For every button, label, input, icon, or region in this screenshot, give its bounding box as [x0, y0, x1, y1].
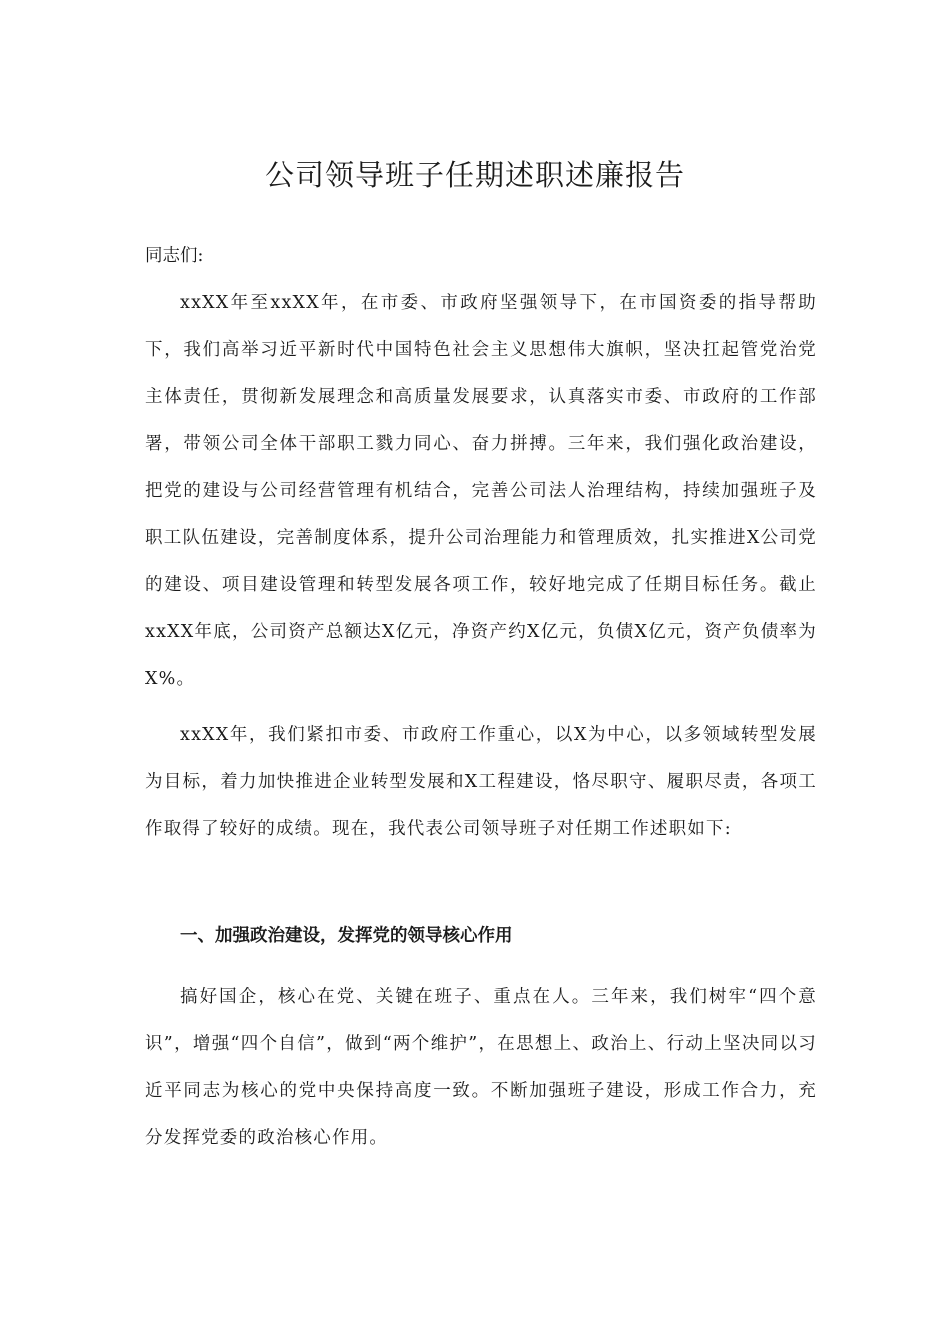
paragraph-intro: xxXX年至xxXX年，在市委、市政府坚强领导下，在市国资委的指导帮助下，我们高举习近平新时代中国特色社会主义思想伟大旗帜，坚决扛起管党治党主体责任，贯彻新发展理念和高质量发展要求，认真落实市委、市政府的工作部署，带领公司全体干部职工戮力同心、奋力拼搏。三年来，我们强化政治建设，把党的建设与公司经营管理有机结合，完善公司法人治理结构，持续加强班子及职工队伍建设，完善制度体系，提升公司治理能力和管理质效，扎实推进X公司党的建设、项目建设管理和转型发展各项工作，较好地完成了任期目标任务。截止xxXX年底，公司资产总额达X亿元，净资产约X亿元，负债X亿元，资产负债率为X%。	[145, 293, 817, 689]
greeting: 同志们:	[145, 246, 204, 266]
section-heading: 一、加强政治建设，发挥党的领导核心作用	[180, 926, 513, 946]
section-paragraph: 搞好国企，核心在党、关键在班子、重点在人。三年来，我们树牢“四个意识”，增强“四个自信”，做到“两个维护”，在思想上、政治上、行动上坚决同以习近平同志为核心的党中央保持高度一致。不断加强班子建设，形成工作合力，充分发挥党委的政治核心作用。	[145, 987, 817, 1148]
paragraph-overview: xxXX年，我们紧扣市委、市政府工作重心，以X为中心，以多领域转型发展为目标，着力加快推进企业转型发展和X工程建设，恪尽职守、履职尽责，各项工作取得了较好的成绩。现在，我代表公司领导班子对任期工作述职如下:	[145, 725, 817, 839]
document-title: 公司领导班子任期述职述廉报告	[264, 158, 685, 192]
